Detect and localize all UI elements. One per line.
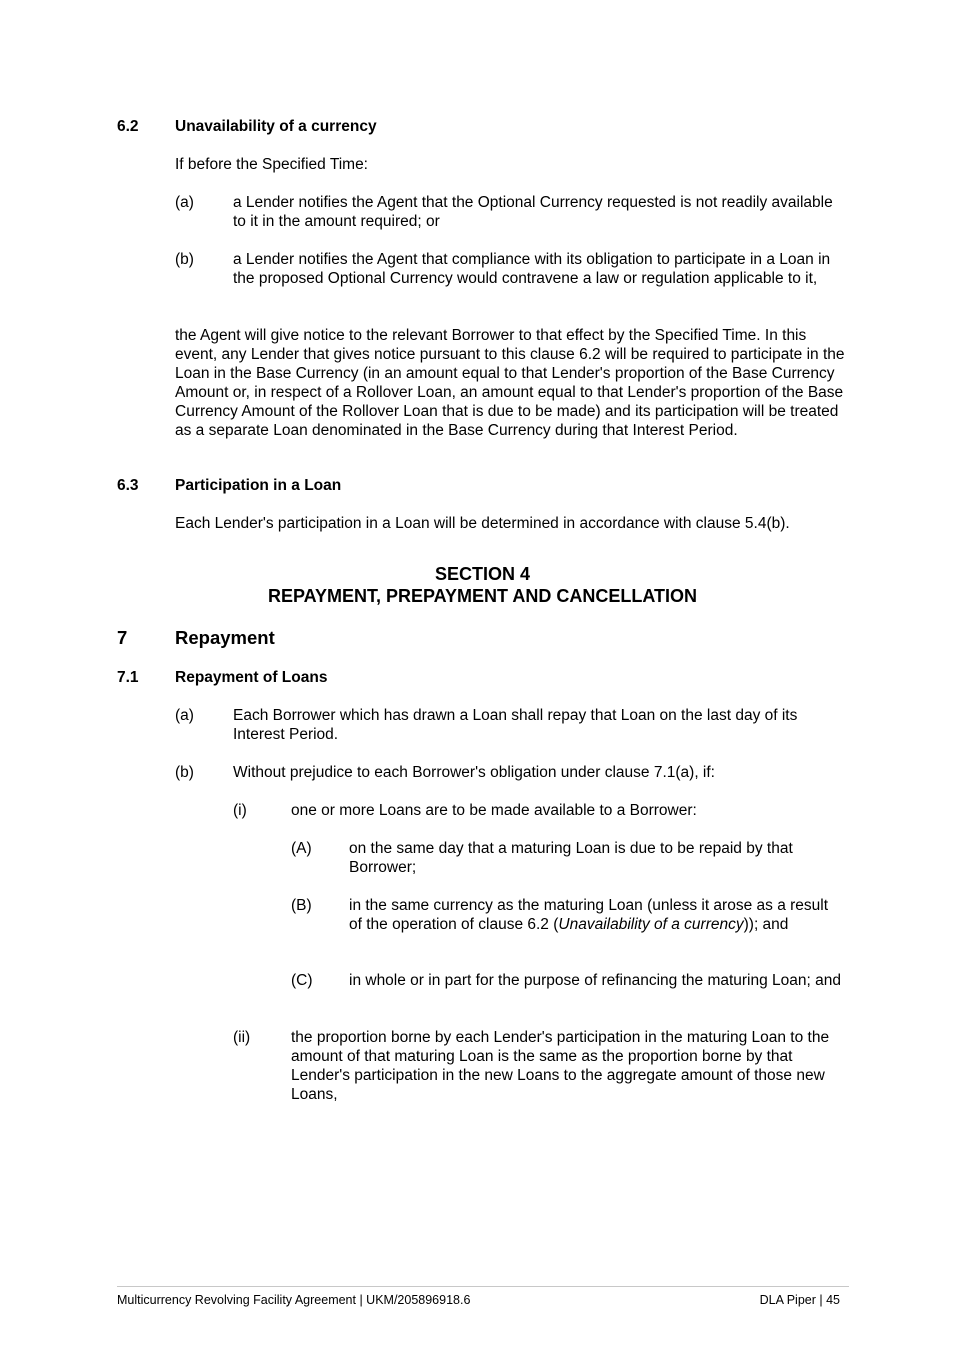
clause-number: 6.2 bbox=[117, 118, 139, 135]
item-text: on the same day that a maturing Loan is due to be repaid by that Borrower; bbox=[349, 840, 793, 876]
clause-number: 6.3 bbox=[117, 477, 139, 494]
item-label: (ii) bbox=[233, 1029, 251, 1046]
clause-reference-italic: Unavailability of a currency bbox=[558, 916, 744, 933]
item-label: (i) bbox=[233, 802, 247, 819]
item-text: a Lender notifies the Agent that compliance with its obligation to participate in a Loan in the proposed Optional Currency would contravene a law or regulation applicable to it, bbox=[233, 251, 831, 287]
item-text: one or more Loans are to be made available to a Borrower: bbox=[291, 802, 697, 819]
footer-divider bbox=[117, 1286, 849, 1287]
footer-document-reference: Multicurrency Revolving Facility Agreement | UKM/205896918.6 bbox=[117, 1293, 471, 1307]
section-subtitle: REPAYMENT, PREPAYMENT AND CANCELLATION bbox=[267, 586, 698, 606]
item-text: a Lender notifies the Agent that the Optional Currency requested is not readily available to it in the amount required; or bbox=[233, 194, 833, 230]
section-title: SECTION 4 bbox=[434, 564, 531, 584]
item-text: Without prejudice to each Borrower's obligation under clause 7.1(a), if: bbox=[233, 764, 715, 781]
clause-heading: Unavailability of a currency bbox=[175, 118, 377, 135]
item-text: in the same currency as the maturing Loan (unless it arose as a result of the operation of clause 6.2 (Unavailability of a currency)); and bbox=[349, 897, 829, 933]
item-label: (a) bbox=[175, 194, 194, 211]
item-text: Each Borrower which has drawn a Loan shall repay that Loan on the last day of its Interest Period. bbox=[233, 707, 798, 743]
item-text: in whole or in part for the purpose of refinancing the maturing Loan; and bbox=[349, 972, 842, 989]
clause-heading: Repayment of Loans bbox=[175, 669, 328, 686]
clause-number: 7.1 bbox=[117, 669, 139, 686]
clause-intro: If before the Specified Time: bbox=[175, 156, 368, 173]
clause-number: 7 bbox=[117, 627, 128, 648]
item-label: (B) bbox=[291, 897, 312, 914]
item-label: (C) bbox=[291, 972, 313, 989]
clause-heading: Participation in a Loan bbox=[175, 477, 342, 494]
clause-text: Each Lender's participation in a Loan will be determined in accordance with clause 5.4(b). bbox=[175, 515, 790, 532]
footer-page-number: DLA Piper | 45 bbox=[759, 1293, 840, 1307]
item-label: (A) bbox=[291, 840, 312, 857]
clause-heading: Repayment bbox=[175, 627, 275, 648]
item-label: (b) bbox=[175, 764, 194, 781]
item-text: the proportion borne by each Lender's participation in the maturing Loan to the amount of that maturing Loan is the same as the proportion borne by that Lender's participation in the new Loans to the aggregate amount of those new Loans, bbox=[291, 1029, 830, 1103]
clause-conclusion: the Agent will give notice to the relevant Borrower to that effect by the Specified Time. In this event, any Lender that gives notice pursuant to this clause 6.2 will be required to participate in the Loan in the Base Currency (in an amount equal to that Lender's proportion of the Base Currency Amount or, in respect of a Rollover Loan, an amount equal to that Lender's proportion of the Base Currency Amount of the Rollover Loan that is due to be made) and its participation will be treated as a separate Loan denominated in the Base Currency during that Interest Period. bbox=[175, 327, 845, 439]
item-label: (a) bbox=[175, 707, 194, 724]
item-label: (b) bbox=[175, 251, 194, 268]
